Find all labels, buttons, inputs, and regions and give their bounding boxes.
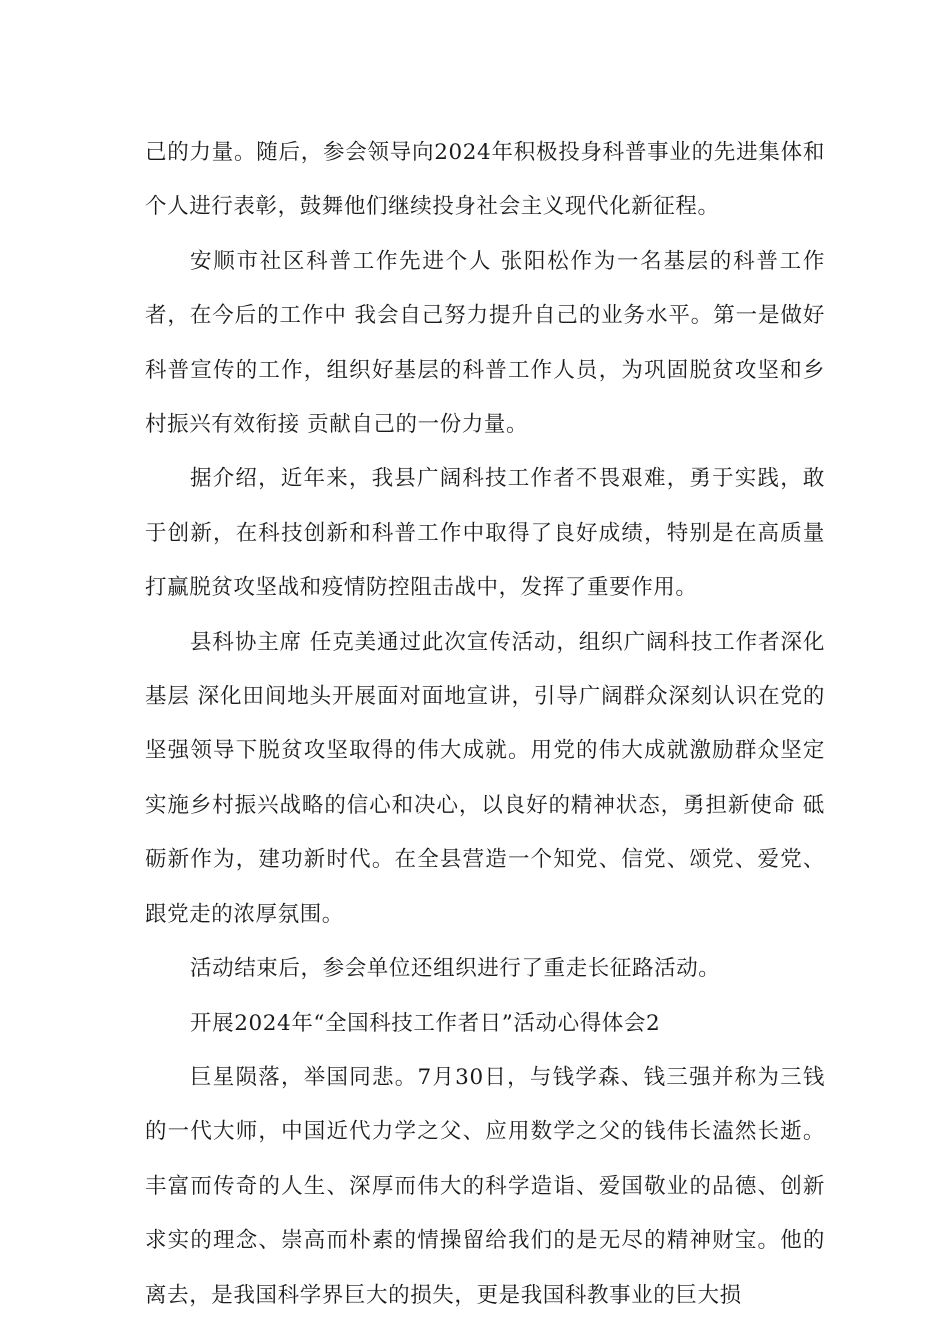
section-heading: 开展2024年“全国科技工作者日”活动心得体会2	[190, 1010, 661, 1036]
paragraph: 活动结束后，参会单位还组织进行了重走长征路活动。	[190, 956, 721, 982]
paragraph: 据介绍，近年来，我县广阔科技工作者不畏艰难，勇于实践，敢于创新，在科技创新和科普工作中取得了良好成绩，特别是在高质量打赢脱贫攻坚战和疫情防控阻击战中，发挥了重要作用。	[145, 466, 825, 601]
paragraph: 安顺市社区科普工作先进个人 张阳松作为一名基层的科普工作者，在今后的工作中 我会自己努力提升自己的业务水平。第一是做好科普宣传的工作，组织好基层的科普工作人员，为巩固脱贫攻坚和乡村振兴有效衔接 贡献自己的一份力量。	[145, 248, 825, 438]
paragraph: 巨星陨落，举国同悲。7月30日，与钱学森、钱三强并称为三钱的一代大师，中国近代力学之父、应用数学之父的钱伟长溘然长逝。丰富而传奇的人生、深厚而伟大的科学造诣、爱国敬业的品德、创新求实的理念、崇高而朴素的情操留给我们的是无尽的精神财宝。他的离去，是我国科学界巨大的损失，更是我国科教事业的巨大损	[145, 1064, 825, 1308]
paragraph: 己的力量。随后，参会领导向2024年积极投身科普事业的先进集体和个人进行表彰，鼓舞他们继续投身社会主义现代化新征程。	[145, 140, 825, 220]
document-body	[145, 126, 825, 1323]
paragraph: 县科协主席 任克美通过此次宣传活动，组织广阔科技工作者深化基层 深化田间地头开展面对面地宣讲，引导广阔群众深刻认识在党的坚强领导下脱贫攻坚取得的伟大成就。用党的伟大成就激励群众坚定实施乡村振兴战略的信心和决心，以良好的精神状态，勇担新使命 砥砺新作为，建功新时代。在全县营造一个知党、信党、颂党、爱党、跟党走的浓厚氛围。	[145, 629, 825, 927]
